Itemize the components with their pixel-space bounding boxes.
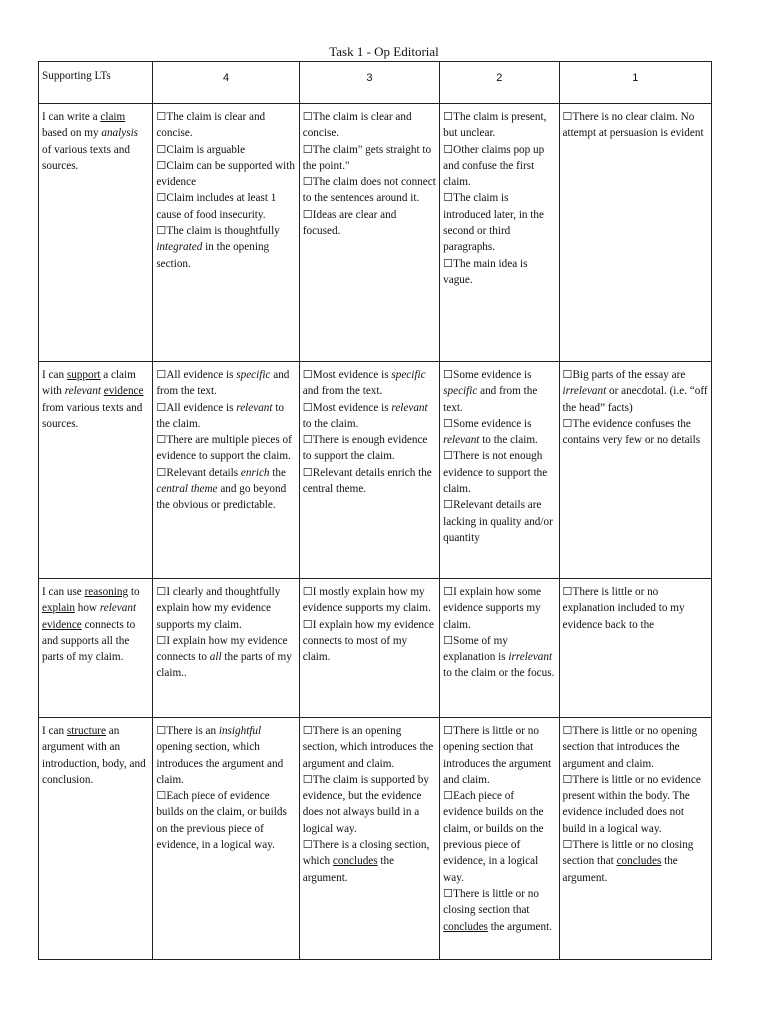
italic-term: relevant <box>99 602 137 615</box>
text-run: I can write a <box>42 111 101 123</box>
criterion-item <box>156 158 295 191</box>
text-run: to the claim or the focus. <box>443 667 555 680</box>
underlined-term: structure <box>66 725 106 737</box>
text-run: ☐Claim includes at least 1 cause of food insecurity. <box>156 192 277 221</box>
criterion-item <box>443 109 555 142</box>
text-run: and from the text. <box>302 385 383 398</box>
criterion-item <box>563 584 709 633</box>
italic-term: relevant <box>443 434 480 447</box>
text-run: based on my <box>42 127 102 140</box>
criterion-item <box>156 633 295 682</box>
criteria-cell-score-2 <box>440 362 559 579</box>
text-run: ☐The claim is introduced later, in the second or third paragraphs. <box>443 192 544 254</box>
criterion-item <box>156 190 295 223</box>
text-run: ☐There is little or no closing section that <box>562 839 694 868</box>
learning-target-cell <box>39 579 153 718</box>
criterion-item <box>303 584 436 617</box>
italic-term: relevant <box>391 401 428 414</box>
text-run: the argument. <box>487 920 552 933</box>
criterion-item <box>156 465 295 514</box>
header-score-1: 1 <box>559 62 712 104</box>
header-supporting-lts: Supporting LTs <box>39 62 153 104</box>
underlined-term: claim <box>100 111 126 123</box>
text-run: ☐Big parts of the essay are <box>562 369 686 381</box>
criterion-item <box>156 584 295 633</box>
criteria-cell-score-2 <box>440 718 559 960</box>
text-run: ☐The claim is present, but unclear. <box>443 111 547 140</box>
text-run: ☐Most evidence is <box>302 369 392 381</box>
text-run: ☐Relevant details <box>156 466 241 479</box>
text-run: to the claim. <box>302 417 359 430</box>
text-run: ☐I explain how my evidence connects to most of my claim. <box>302 618 434 664</box>
text-run: ☐There are multiple pieces of evidence to support the claim. <box>156 434 292 463</box>
text-run: ☐There is an opening section, which introduces the argument and claim. <box>302 725 434 770</box>
learning-target-cell <box>39 718 153 960</box>
criterion-item <box>563 772 709 837</box>
criteria-cell-score-3 <box>299 104 439 362</box>
criterion-item <box>303 400 436 433</box>
criterion-item <box>156 723 295 788</box>
text-run: a claim with <box>42 369 136 398</box>
text-run: how <box>74 602 100 615</box>
text-run: ☐The claim does not connect to the sentences around it. <box>302 176 436 205</box>
text-run: ☐There is no clear claim. No attempt at persuasion is evident <box>562 111 704 140</box>
rubric-table <box>38 61 712 960</box>
criterion-item <box>156 109 295 142</box>
text-run: to <box>128 586 140 598</box>
criterion-item <box>443 367 555 416</box>
criterion-item <box>563 837 709 886</box>
text-run: ☐The claim is supported by evidence, but the evidence does not always build in a logical way. <box>302 773 429 835</box>
text-run: ☐There is little or no explanation included to my evidence back to the <box>562 586 685 631</box>
criteria-cell-score-1 <box>559 579 712 718</box>
text-run: ☐Some evidence is <box>443 417 532 430</box>
text-run: I can <box>42 369 67 381</box>
header-score-2: 2 <box>440 62 559 104</box>
text-run: ☐Relevant details are lacking in quality and/or quantity <box>443 499 553 544</box>
criterion-item <box>443 723 555 788</box>
header-score-3: 3 <box>299 62 439 104</box>
criteria-cell-score-4 <box>153 579 299 718</box>
criterion-item <box>156 432 295 465</box>
italic-term: all <box>209 651 222 664</box>
criteria-cell-score-4 <box>153 718 299 960</box>
text-run: ☐The claim" gets straight to the point." <box>302 143 432 172</box>
criteria-cell-score-3 <box>299 579 439 718</box>
criterion-item <box>303 772 436 837</box>
text-run: ☐There is little or no closing section that <box>443 887 539 917</box>
criterion-item <box>156 367 295 400</box>
text-run: ☐I clearly and thoughtfully explain how my evidence supports my claim. <box>156 586 281 631</box>
text-run: ☐The claim is clear and concise. <box>302 111 412 140</box>
underlined-term: evidence <box>103 385 144 398</box>
rubric-row-reasoning <box>39 579 712 718</box>
text-run: ☐All evidence is <box>156 369 237 381</box>
learning-target-cell <box>39 362 153 579</box>
underlined-term: concludes <box>616 855 662 868</box>
criterion-item <box>156 223 295 272</box>
italic-term: irrelevant <box>562 385 607 398</box>
criterion-item <box>443 886 555 935</box>
text-run: ☐Most evidence is <box>302 401 392 414</box>
criteria-cell-score-3 <box>299 362 439 579</box>
criterion-item <box>303 617 436 666</box>
text-run: ☐There is a closing section, which <box>302 839 430 868</box>
text-run: ☐There is little or no evidence present within the body. The evidence included does not build in a logical way. <box>562 773 701 835</box>
text-run: I can use <box>42 586 85 598</box>
criterion-item <box>303 837 436 886</box>
criterion-item <box>303 109 436 142</box>
text-run: ☐The main idea is vague. <box>443 257 528 286</box>
text-run: ☐I explain how some evidence supports my claim. <box>443 586 542 631</box>
header-score-4: 4 <box>153 62 299 104</box>
criterion-item <box>563 416 709 449</box>
criterion-item <box>443 190 555 255</box>
criteria-cell-score-1 <box>559 104 712 362</box>
text-run: ☐Some of my explanation is <box>443 634 509 664</box>
italic-term: irrelevant <box>508 651 553 664</box>
text-run: the argument. <box>302 855 395 884</box>
text-run: ☐There is an <box>156 725 219 737</box>
text-run: ☐I explain how my evidence connects to <box>156 634 288 664</box>
criterion-item <box>156 400 295 433</box>
criterion-item <box>156 788 295 853</box>
text-run: ☐Each piece of evidence builds on the claim, or builds on the previous piece of evidence, in a logical way. <box>156 790 287 852</box>
criterion-item <box>303 432 436 465</box>
italic-term: enrich <box>240 466 270 479</box>
text-run: I can <box>42 725 67 737</box>
text-run: ☐Other claims pop up and confuse the first claim. <box>443 143 545 189</box>
text-run: ☐Claim can be supported with evidence <box>156 159 295 189</box>
text-run: ☐There is little or no opening section that introduces the argument and claim. <box>562 725 698 770</box>
criteria-cell-score-4 <box>153 362 299 579</box>
underlined-term: support <box>66 369 101 381</box>
italic-term: specific <box>236 369 271 381</box>
criterion-item <box>303 723 436 772</box>
criterion-item <box>443 416 555 449</box>
document-title: Task 1 - Op Editorial <box>329 44 439 59</box>
criterion-item <box>303 174 436 207</box>
italic-term: central theme <box>156 483 218 496</box>
criteria-cell-score-1 <box>559 718 712 960</box>
criterion-item <box>443 633 555 682</box>
text-run: and from the text. <box>443 385 538 414</box>
italic-term: specific <box>391 369 426 381</box>
criterion-item <box>443 788 555 886</box>
criterion-item <box>443 256 555 289</box>
italic-term: relevant <box>64 385 101 398</box>
text-run: an argument with an introduction, body, and conclusion. <box>42 725 146 786</box>
text-run: ☐Claim is arguable <box>156 143 246 156</box>
criterion-item <box>303 465 436 498</box>
text-run: the argument. <box>562 855 678 884</box>
criteria-cell-score-2 <box>440 579 559 718</box>
italic-term: insightful <box>218 725 262 737</box>
criteria-cell-score-3 <box>299 718 439 960</box>
underlined-term: concludes <box>332 855 378 868</box>
text-run: connects to and supports all the parts of my claim. <box>42 618 136 664</box>
text-run: to the claim. <box>156 401 285 430</box>
text-run: the parts of my claim.. <box>156 651 292 680</box>
text-run: and go beyond the obvious or predictable. <box>156 483 287 512</box>
text-run: and from the text. <box>156 369 290 398</box>
text-run: ☐There is enough evidence to support the claim. <box>302 434 428 463</box>
text-run: of various texts and sources. <box>42 143 130 172</box>
text-run: ☐There is not enough evidence to support the claim. <box>443 450 548 496</box>
text-run: the <box>269 466 286 479</box>
text-run: ☐Some evidence is <box>443 369 532 381</box>
learning-target-cell <box>39 104 153 362</box>
criterion-item <box>443 448 555 497</box>
underlined-term: explain <box>42 602 75 615</box>
text-run: or anecdotal. (i.e. “off the head” facts) <box>562 385 708 414</box>
underlined-term: evidence <box>42 618 82 631</box>
text-run: ☐Each piece of evidence builds on the claim, or builds on the previous piece of evidence, in a logical way. <box>443 790 544 884</box>
rubric-row-structure <box>39 718 712 960</box>
text-run: opening section, which introduces the argument and claim. <box>156 741 284 786</box>
rubric-row-evidence <box>39 362 712 579</box>
underlined-term: reasoning <box>84 586 129 598</box>
criteria-cell-score-4 <box>153 104 299 362</box>
text-run: ☐Ideas are clear and focused. <box>302 208 397 238</box>
text-run: ☐There is little or no opening section that introduces the argument and claim. <box>443 725 552 786</box>
text-run: ☐All evidence is <box>156 401 237 414</box>
criterion-item <box>443 142 555 191</box>
criterion-item <box>156 142 295 158</box>
text-run: ☐The claim is thoughtfully <box>156 225 280 238</box>
text-run: from various texts and sources. <box>42 401 143 430</box>
italic-term: relevant <box>236 401 273 414</box>
text-run: ☐The claim is clear and concise. <box>156 111 266 140</box>
underlined-term: concludes <box>443 920 488 933</box>
text-run: in the opening section. <box>156 241 270 270</box>
criterion-item <box>303 367 436 400</box>
criteria-cell-score-2 <box>440 104 559 362</box>
criterion-item <box>443 584 555 633</box>
rubric-row-claim <box>39 104 712 362</box>
italic-term: specific <box>443 385 478 398</box>
text-run: ☐Relevant details enrich the central theme. <box>302 466 432 496</box>
criterion-item <box>563 723 709 772</box>
italic-term: integrated <box>156 241 203 254</box>
criteria-cell-score-1 <box>559 362 712 579</box>
criterion-item <box>303 207 436 240</box>
criterion-item <box>443 497 555 546</box>
text-run: ☐I mostly explain how my evidence supports my claim. <box>302 586 431 615</box>
text-run: to the claim. <box>479 434 538 447</box>
criterion-item <box>563 367 709 416</box>
italic-term: analysis <box>101 127 139 140</box>
criterion-item <box>563 109 709 142</box>
criterion-item <box>303 142 436 175</box>
header-row <box>39 62 712 104</box>
text-run: ☐The evidence confuses the contains very few or no details <box>562 417 701 447</box>
